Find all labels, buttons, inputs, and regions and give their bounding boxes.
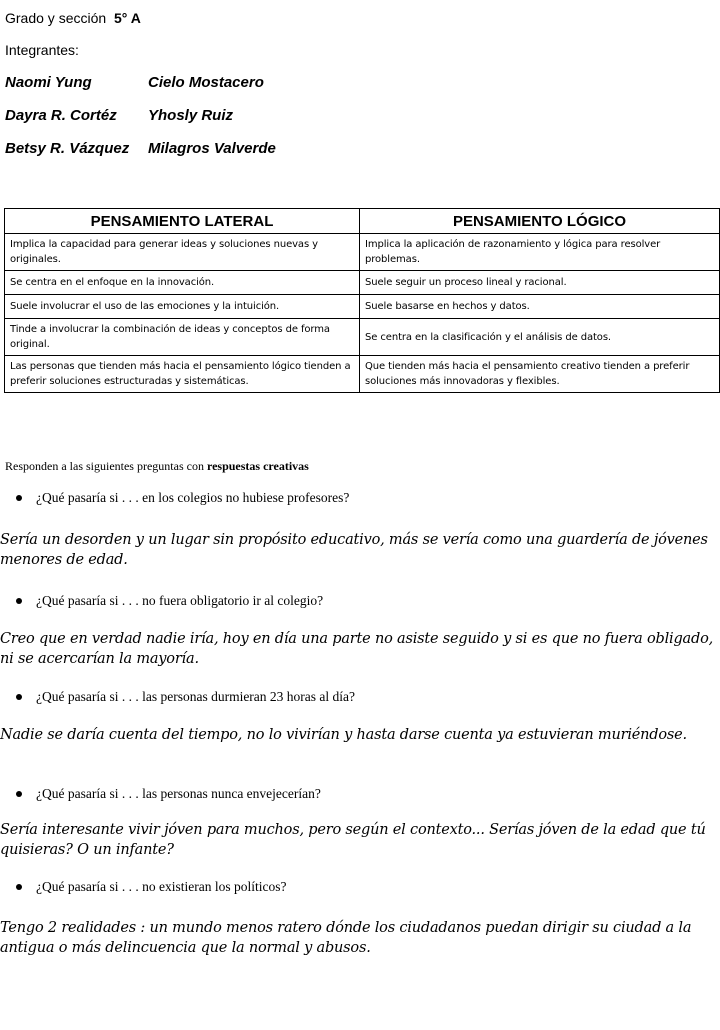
member-name: Yhosly Ruiz: [148, 107, 234, 124]
member-name: Betsy R. Vázquez: [5, 140, 130, 157]
member-name: Dayra R. Cortéz: [5, 107, 117, 124]
table-cell: Que tienden más hacia el pensamiento creativo tienden a preferir soluciones más innovadoras y flexibles.: [360, 356, 720, 393]
question-text: ¿Qué pasaría si . . . en los colegios no hubiese profesores?: [36, 490, 350, 505]
members-row: [5, 74, 264, 91]
answer-text: Sería interesante vivir jóven para muchos, pero según el contexto... Serías jóven de la edad que tú quisieras? O un infante?: [0, 822, 706, 858]
question-text: ¿Qué pasaría si . . . las personas durmieran 23 horas al día?: [36, 689, 356, 704]
answer-text: Tengo 2 realidades : un mundo menos ratero dónde los ciudadanos puedan dirigir su ciudad a la antigua o más delincuencia que la normal y abusos.: [0, 920, 692, 956]
grado-label: Grado y sección: [5, 10, 107, 26]
table-row: [5, 234, 720, 271]
answer-text: Nadie se daría cuenta del tiempo, no lo vivirían y hasta darse cuenta ya estuvieran muriéndose.: [0, 727, 687, 743]
question-item: [16, 490, 349, 506]
question-text: ¿Qué pasaría si . . . las personas nunca envejecerían?: [36, 786, 321, 801]
table-cell: Implica la capacidad para generar ideas y soluciones nuevas y originales.: [5, 234, 360, 271]
table-cell: Suele involucrar el uso de las emociones y la intuición.: [5, 295, 360, 319]
member-name: Naomi Yung: [5, 74, 92, 91]
table-row: [5, 295, 720, 319]
answer-text: Creo que en verdad nadie iría, hoy en día una parte no asiste seguido y si es que no fuera obligado, ni se acercarían la mayoría.: [0, 631, 714, 667]
table-header-row: [5, 209, 720, 234]
table-cell: Tinde a involucrar la combinación de ideas y conceptos de forma original.: [5, 319, 360, 356]
question-item: [16, 879, 286, 895]
table-cell: Se centra en la clasificación y el análisis de datos.: [360, 319, 720, 356]
answer-text: Sería un desorden y un lugar sin propósito educativo, más se vería como una guardería de jóvenes menores de edad.: [0, 532, 708, 568]
grado-line: [5, 10, 141, 26]
question-text: ¿Qué pasaría si . . . no fuera obligatorio ir al colegio?: [36, 593, 324, 608]
instructions-bold: respuestas creativas: [206, 459, 309, 473]
question-text: ¿Qué pasaría si . . . no existieran los políticos?: [36, 879, 287, 894]
question-item: [16, 593, 323, 609]
bullet-icon: [16, 598, 22, 604]
members-row: [5, 140, 276, 157]
question-item: [16, 786, 321, 802]
bullet-icon: [16, 791, 22, 797]
grado-value: 5° A: [113, 10, 141, 26]
table-cell: Las personas que tienden más hacia el pensamiento lógico tienden a preferir soluciones estructuradas y sistemáticas.: [5, 356, 360, 393]
instructions: [5, 459, 309, 474]
bullet-icon: [16, 495, 22, 501]
member-name: Cielo Mostacero: [148, 74, 264, 91]
table-cell: Suele seguir un proceso lineal y racional.: [360, 271, 720, 295]
header-lateral: PENSAMIENTO LATERAL: [5, 209, 360, 234]
table-row: [5, 271, 720, 295]
integrantes-label: Integrantes:: [5, 42, 79, 58]
members-row: [5, 107, 233, 124]
header-logico: PENSAMIENTO LÓGICO: [360, 209, 720, 234]
table-row: [5, 319, 720, 356]
member-name: Milagros Valverde: [148, 140, 276, 157]
table-row: [5, 356, 720, 393]
question-item: [16, 689, 355, 705]
instructions-text: Responden a las siguientes preguntas con: [5, 459, 207, 473]
bullet-icon: [16, 694, 22, 700]
table-cell: Se centra en el enfoque en la innovación.: [5, 271, 360, 295]
table-cell: Implica la aplicación de razonamiento y lógica para resolver problemas.: [360, 234, 720, 271]
bullet-icon: [16, 884, 22, 890]
comparison-table: [4, 208, 720, 393]
table-cell: Suele basarse en hechos y datos.: [360, 295, 720, 319]
